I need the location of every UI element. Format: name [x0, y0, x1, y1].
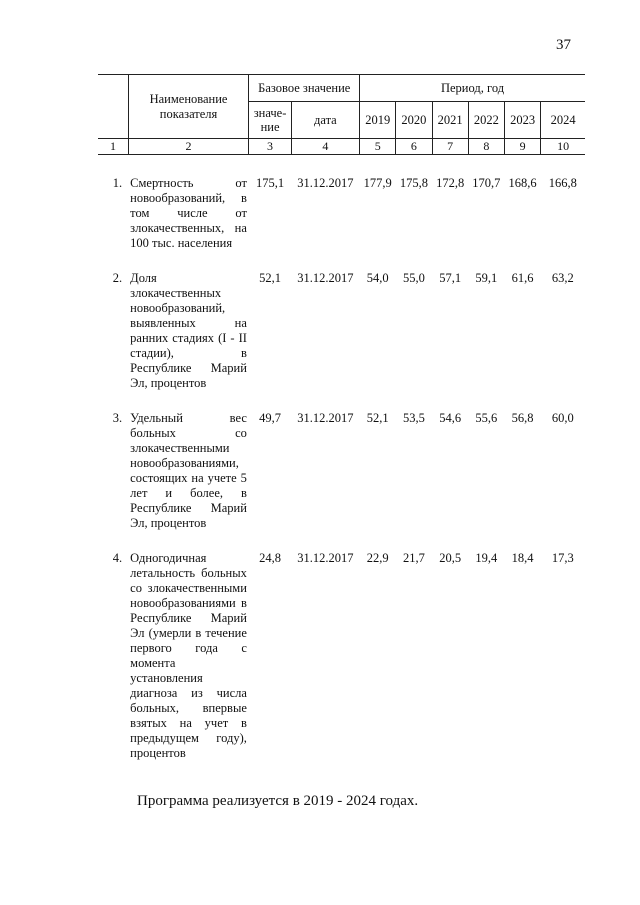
year-value: 18,4 — [511, 551, 534, 565]
year-value: 172,8 — [436, 176, 465, 190]
header-period: Период, год — [360, 75, 585, 102]
year-value: 57,1 — [439, 271, 462, 285]
column-number: 8 — [468, 139, 504, 155]
base-date: 31.12.2017 — [297, 411, 354, 425]
page-number: 37 — [556, 37, 571, 53]
column-number: 6 — [396, 139, 432, 155]
column-number: 2 — [128, 139, 249, 155]
base-value: 52,1 — [259, 271, 281, 285]
base-value: 24,8 — [259, 551, 281, 565]
table-body — [98, 155, 585, 762]
year-value: 54,0 — [366, 271, 389, 285]
indicator-name: Одногодичная летальность больных со злокачественными новообразованиями в Республике Марий Эл (умерли в течение первого года с момента установления диагноза из числа больных, впервые взятых на учет в предыдущем году), процентов — [130, 551, 247, 760]
table-row — [98, 531, 585, 761]
row-number: 4. — [112, 551, 123, 565]
year-value: 168,6 — [508, 176, 537, 190]
column-number: 5 — [360, 139, 396, 155]
table-row — [98, 155, 585, 252]
column-number: 7 — [432, 139, 468, 155]
indicator-name: Смертность от новообразований, в том числе от злокачественных, на 100 тыс. населения — [130, 176, 247, 250]
table-row — [98, 251, 585, 391]
base-value: 49,7 — [259, 411, 281, 425]
header-year: 2020 — [396, 102, 432, 139]
year-value: 54,6 — [439, 411, 462, 425]
header-year: 2021 — [432, 102, 468, 139]
header-number-cell — [98, 75, 128, 139]
year-value: 63,2 — [551, 271, 574, 285]
year-value: 61,6 — [511, 271, 534, 285]
row-number: 3. — [112, 411, 123, 425]
year-value: 17,3 — [551, 551, 574, 565]
column-number: 9 — [504, 139, 540, 155]
column-numbers-row — [98, 139, 585, 155]
header-year: 2019 — [360, 102, 396, 139]
indicator-name: Доля злокачественных новообразований, выявленных на ранних стадиях (I - II стадии), в Республике Марий Эл, процентов — [130, 271, 247, 390]
indicators-table — [98, 74, 585, 761]
year-value: 55,6 — [475, 411, 498, 425]
year-value: 60,0 — [551, 411, 574, 425]
base-date: 31.12.2017 — [297, 551, 354, 565]
year-value: 21,7 — [402, 551, 425, 565]
program-period-text: Программа реализуется в 2019 - 2024 годах. — [137, 793, 419, 809]
column-number: 3 — [249, 139, 291, 155]
header-year: 2023 — [504, 102, 540, 139]
header-year: 2024 — [541, 102, 585, 139]
header-date: дата — [291, 102, 359, 139]
header-indicator-name: Наименование показателя — [128, 75, 249, 139]
year-value: 22,9 — [366, 551, 389, 565]
column-number: 1 — [98, 139, 128, 155]
year-value: 53,5 — [402, 411, 425, 425]
base-date: 31.12.2017 — [297, 176, 354, 190]
year-value: 19,4 — [475, 551, 498, 565]
row-number: 1. — [112, 176, 123, 190]
year-value: 170,7 — [472, 176, 501, 190]
column-number: 4 — [291, 139, 359, 155]
header-base-value: Базовое значение — [249, 75, 360, 102]
year-value: 52,1 — [366, 411, 389, 425]
year-value: 20,5 — [439, 551, 462, 565]
year-value: 56,8 — [511, 411, 534, 425]
base-value: 175,1 — [255, 176, 285, 190]
header-year: 2022 — [468, 102, 504, 139]
indicator-name: Удельный вес больных со злокачественными новообразованиями, состоящих на учете 5 лет и более, в Республике Марий Эл, процентов — [130, 411, 247, 530]
year-value: 166,8 — [548, 176, 577, 190]
table-row — [98, 391, 585, 531]
row-number: 2. — [112, 271, 123, 285]
column-number: 10 — [541, 139, 585, 155]
year-value: 59,1 — [475, 271, 498, 285]
base-date: 31.12.2017 — [297, 271, 354, 285]
year-value: 175,8 — [399, 176, 428, 190]
header-value: значе-ние — [249, 102, 291, 139]
table-header — [98, 75, 585, 155]
year-value: 55,0 — [402, 271, 425, 285]
year-value: 177,9 — [363, 176, 392, 190]
